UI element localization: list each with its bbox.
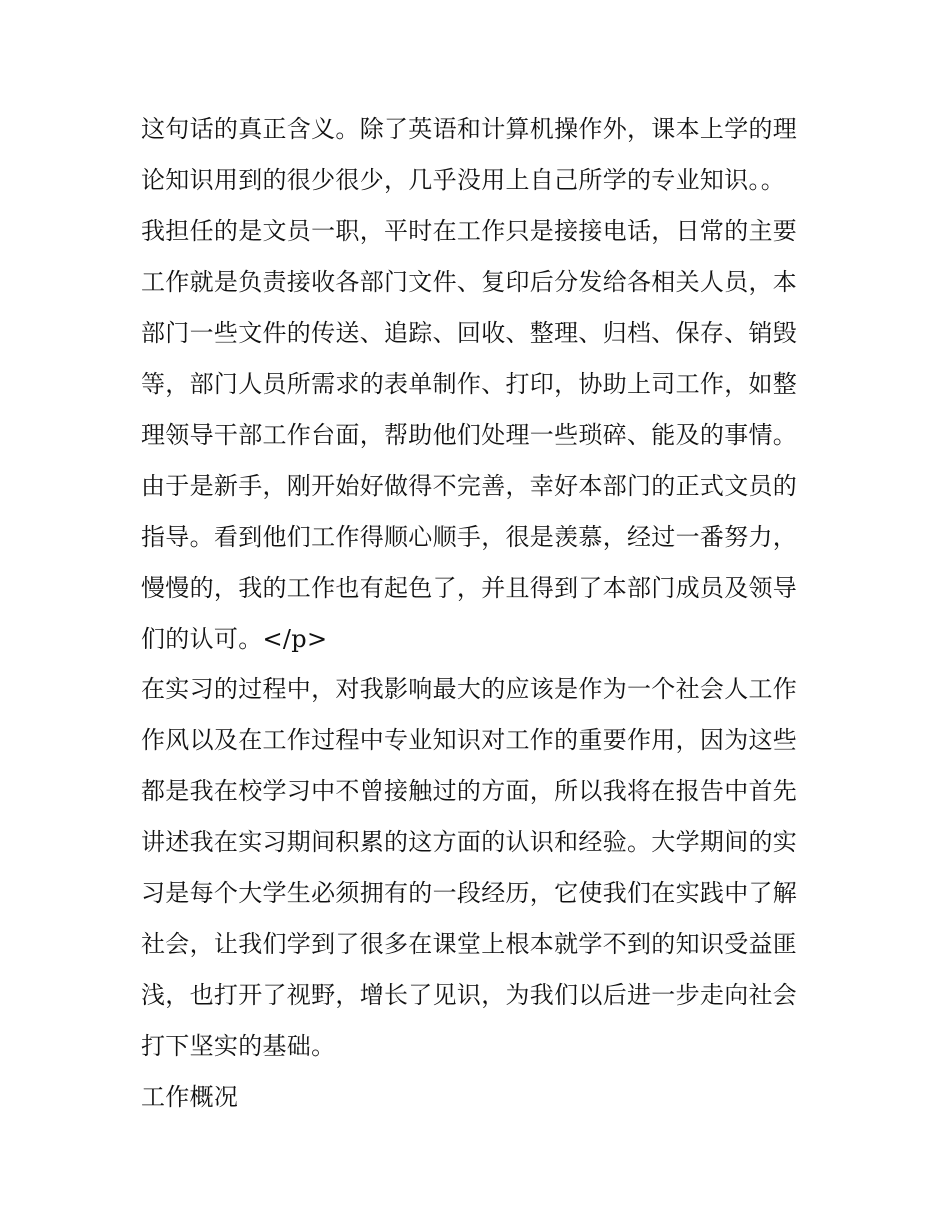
text-line: 都是我在校学习中不曾接触过的方面，所以我将在报告中首先: [141, 777, 798, 805]
section-heading: [141, 1072, 821, 1123]
text-line: 社会，让我们学到了很多在课堂上根本就学不到的知识受益匪: [141, 930, 798, 958]
paragraph-internship-reflection: [141, 664, 821, 1072]
text-line: 慢慢的，我的工作也有起色了，并且得到了本部门成员及领导: [141, 574, 798, 602]
text-line: 作风以及在工作过程中专业知识对工作的重要作用，因为这些: [141, 726, 798, 754]
text-line: 浅，也打开了视野，增长了见识，为我们以后进一步走向社会: [141, 981, 798, 1009]
text-line: 理领导干部工作台面，帮助他们处理一些琐碎、能及的事情。: [141, 421, 798, 449]
text-line: 这句话的真正含义。除了英语和计算机操作外，课本上学的理: [141, 115, 798, 143]
text-line: 们的认可。</p>: [141, 625, 328, 653]
text-line: 习是每个大学生必须拥有的一段经历，它使我们在实践中了解: [141, 879, 798, 907]
text-line: 我担任的是文员一职，平时在工作只是接接电话，日常的主要: [141, 217, 798, 245]
text-line: 工作就是负责接收各部门文件、复印后分发给各相关人员，本: [141, 268, 798, 296]
paragraph-work-duties: [141, 104, 821, 665]
text-line: 部门一些文件的传送、追踪、回收、整理、归档、保存、销毁: [141, 319, 798, 347]
heading-text: 工作概况: [141, 1083, 239, 1111]
text-line: 论知识用到的很少很少，几乎没用上自己所学的专业知识。。: [141, 166, 786, 194]
text-line: 打下坚实的基础。: [141, 1032, 336, 1060]
text-line: 由于是新手，刚开始好做得不完善，幸好本部门的正式文员的: [141, 472, 798, 500]
text-line: 讲述我在实习期间积累的这方面的认识和经验。大学期间的实: [141, 828, 798, 856]
text-line: 等，部门人员所需求的表单制作、打印，协助上司工作，如整: [141, 370, 798, 398]
text-line: 指导。看到他们工作得顺心顺手，很是羡慕，经过一番努力，: [141, 523, 798, 551]
text-line: 在实习的过程中，对我影响最大的应该是作为一个社会人工作: [141, 675, 798, 703]
